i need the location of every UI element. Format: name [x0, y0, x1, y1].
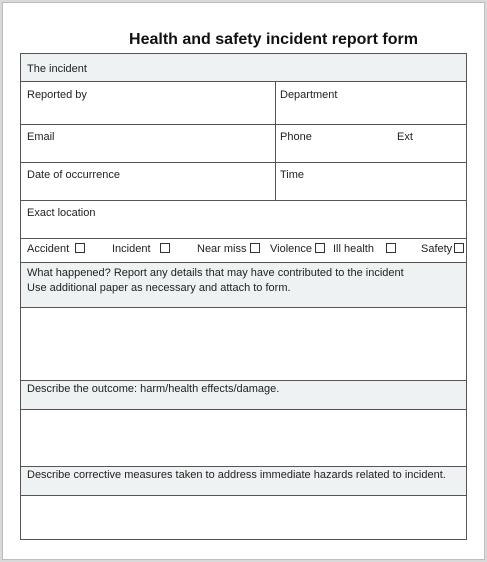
incident-checkbox[interactable] [160, 243, 170, 253]
what-happened-answer-area[interactable] [21, 308, 466, 380]
reported-by-row [21, 82, 466, 124]
option-accident[interactable] [27, 243, 85, 255]
email-label: Email [27, 131, 55, 143]
outcome-header [21, 381, 466, 409]
safety-checkbox[interactable] [454, 243, 464, 253]
accident-checkbox[interactable] [75, 243, 85, 253]
ext-label: Ext [397, 131, 413, 143]
ill-health-checkbox[interactable] [386, 243, 396, 253]
outcome-answer-area[interactable] [21, 410, 466, 466]
incident-type-row [21, 239, 466, 262]
option-incident[interactable] [112, 243, 170, 255]
option-label: Accident [27, 243, 70, 255]
option-near-miss[interactable] [197, 243, 260, 255]
exact-location-label: Exact location [27, 207, 96, 219]
date-of-occurrence-label: Date of occurrence [27, 169, 120, 181]
form-title: Health and safety incident report form [129, 31, 418, 48]
option-label: Violence [270, 243, 312, 255]
email-row [21, 125, 466, 162]
what-happened-line2: Use additional paper as necessary and attach to form. [27, 282, 291, 294]
what-happened-header [21, 263, 466, 307]
department-label: Department [280, 89, 338, 101]
option-label: Near miss [197, 243, 247, 255]
near-miss-checkbox[interactable] [250, 243, 260, 253]
option-label: Incident [112, 243, 151, 255]
corrective-answer-area[interactable] [21, 496, 466, 539]
option-label: Safety [421, 243, 453, 255]
violence-checkbox[interactable] [315, 243, 325, 253]
outcome-label: Describe the outcome: harm/health effects/damage. [27, 383, 280, 395]
time-label: Time [280, 169, 305, 181]
option-safety[interactable] [421, 243, 464, 255]
incident-form-table [20, 53, 467, 540]
section-incident-label: The incident [27, 63, 87, 75]
option-label: Ill health [333, 243, 374, 255]
phone-label: Phone [280, 131, 312, 143]
location-row [21, 201, 466, 238]
column-divider [275, 82, 276, 200]
date-row [21, 163, 466, 200]
reported-by-label: Reported by [27, 89, 87, 101]
corrective-label: Describe corrective measures taken to address immediate hazards related to incident. [27, 469, 446, 481]
what-happened-line1: What happened? Report any details that may have contributed to the incident [27, 267, 404, 279]
option-violence[interactable] [270, 243, 325, 255]
option-ill-health[interactable] [333, 243, 396, 255]
section-header-incident [21, 54, 466, 81]
form-page [2, 2, 485, 560]
corrective-header [21, 467, 466, 495]
